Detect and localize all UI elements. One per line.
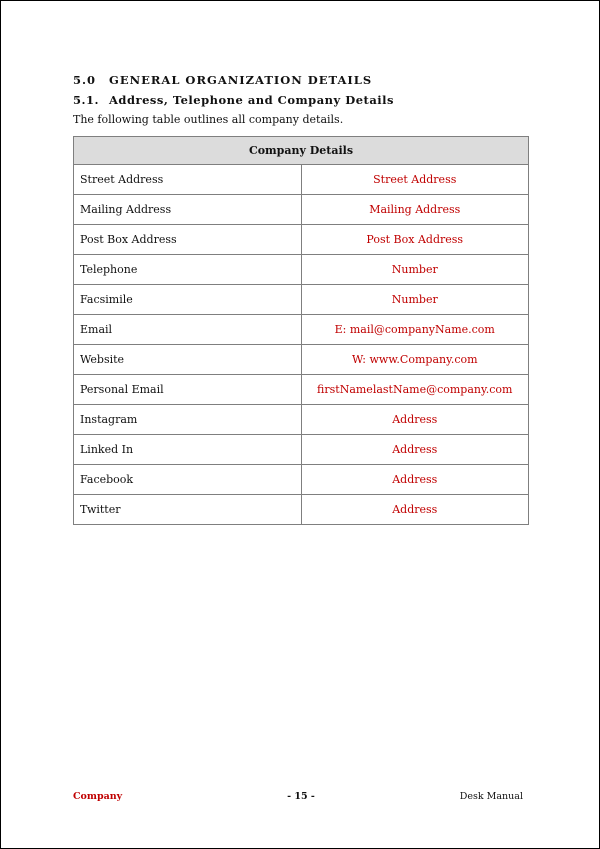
table-row — [74, 315, 529, 345]
row-label: Post Box Address — [74, 225, 302, 255]
row-value: Post Box Address — [301, 225, 529, 255]
row-value: Street Address — [301, 165, 529, 195]
row-label: Street Address — [74, 165, 302, 195]
row-label: Email — [74, 315, 302, 345]
row-value: W: www.Company.com — [301, 345, 529, 375]
section-number: 5.0 — [73, 73, 97, 87]
row-value: Address — [301, 405, 529, 435]
table-row — [74, 405, 529, 435]
row-label: Facebook — [74, 465, 302, 495]
row-label: Linked In — [74, 435, 302, 465]
table-row — [74, 225, 529, 255]
row-value: Mailing Address — [301, 195, 529, 225]
subsection-heading — [73, 93, 394, 107]
table-row — [74, 195, 529, 225]
row-value: firstNamelastName@company.com — [301, 375, 529, 405]
table-row — [74, 375, 529, 405]
table-row — [74, 435, 529, 465]
table-row — [74, 165, 529, 195]
row-label: Telephone — [74, 255, 302, 285]
intro-paragraph: The following table outlines all company details. — [73, 113, 344, 126]
row-label: Twitter — [74, 495, 302, 525]
row-value: Address — [301, 465, 529, 495]
row-value: Address — [301, 495, 529, 525]
footer-page-number: - 15 - — [287, 791, 315, 802]
table-row — [74, 285, 529, 315]
section-title: GENERAL ORGANIZATION DETAILS — [109, 73, 373, 87]
table-row — [74, 465, 529, 495]
footer-company: Company — [73, 791, 123, 802]
row-value: Address — [301, 435, 529, 465]
footer-document-title: Desk Manual — [459, 791, 523, 802]
row-label: Personal Email — [74, 375, 302, 405]
row-value: Number — [301, 255, 529, 285]
row-label: Instagram — [74, 405, 302, 435]
table-header: Company Details — [74, 137, 529, 165]
row-label: Mailing Address — [74, 195, 302, 225]
section-heading — [73, 73, 372, 87]
row-label: Website — [74, 345, 302, 375]
row-value: Number — [301, 285, 529, 315]
row-value: E: mail@companyName.com — [301, 315, 529, 345]
table-row — [74, 255, 529, 285]
row-label: Facsimile — [74, 285, 302, 315]
table-row — [74, 345, 529, 375]
company-details-table — [73, 136, 529, 525]
subsection-title: Address, Telephone and Company Details — [109, 93, 394, 107]
table-header-row — [74, 137, 529, 165]
subsection-number: 5.1. — [73, 93, 100, 107]
table-row — [74, 495, 529, 525]
